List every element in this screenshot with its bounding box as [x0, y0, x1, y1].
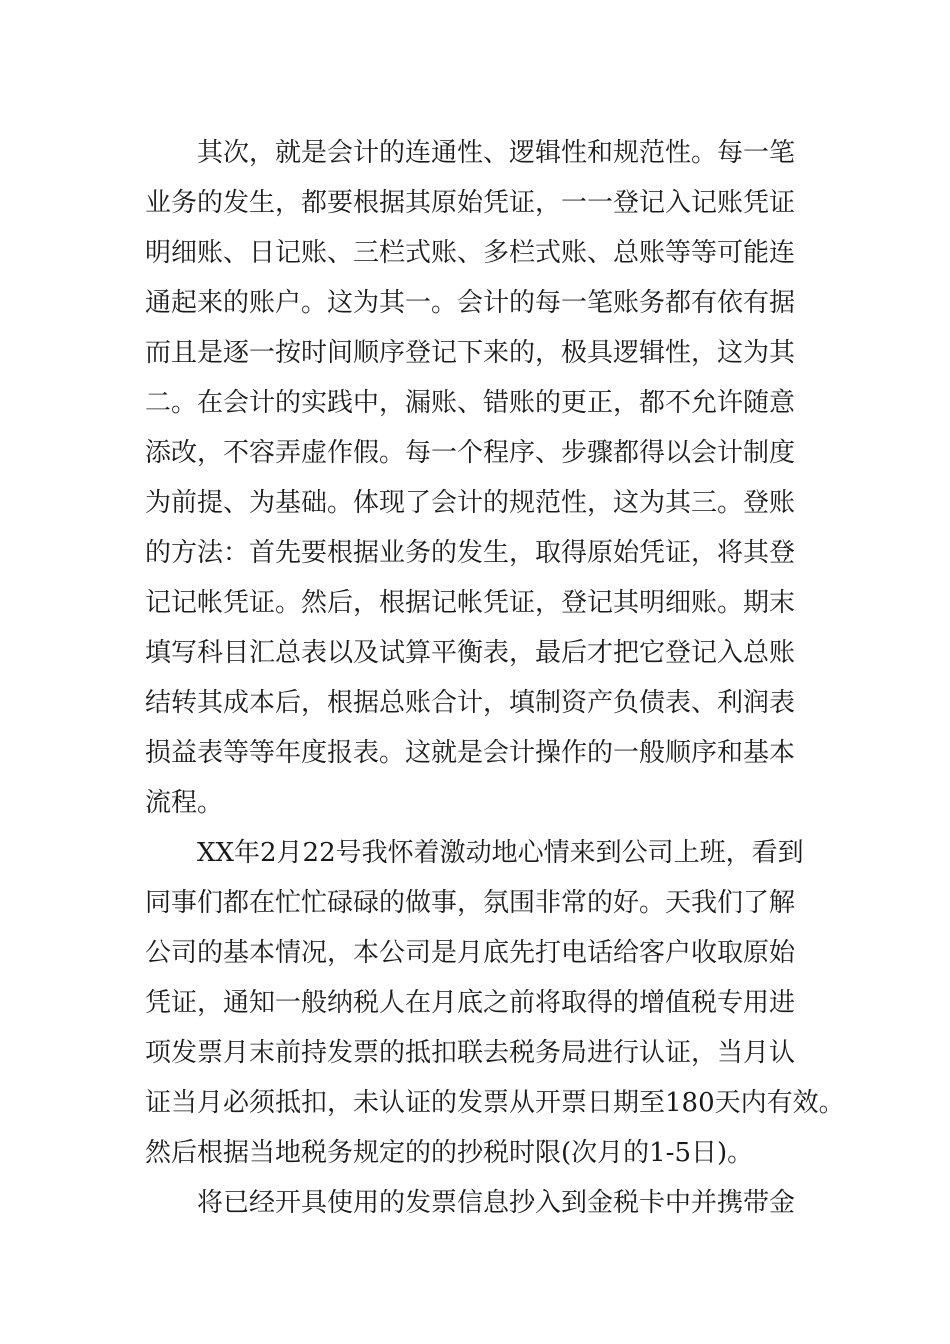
- text-line: 同事们都在忙忙碌碌的做事，氛围非常的好。天我们了解: [145, 888, 796, 918]
- text-line: 其次，就是会计的连通性、逻辑性和规范性。每一笔: [197, 138, 796, 168]
- paragraph-1: [145, 128, 815, 828]
- text-line: 的方法：首先要根据业务的发生，取得原始凭证，将其登: [145, 538, 796, 568]
- text-line: 项发票月末前持发票的抵扣联去税务局进行认证，当月认: [145, 1038, 796, 1068]
- text-line: 而且是逐一按时间顺序登记下来的，极具逻辑性，这为其: [145, 338, 796, 368]
- body-text: [145, 128, 845, 1228]
- text-line: 二。在会计的实践中，漏账、错账的更正，都不允许随意: [145, 388, 796, 418]
- text-line: 明细账、日记账、三栏式账、多栏式账、总账等等可能连: [145, 238, 796, 268]
- text-line: 通起来的账户。这为其一。会计的每一笔账务都有依有据: [145, 288, 796, 318]
- text-line: 记记帐凭证。然后，根据记帐凭证，登记其明细账。期末: [145, 588, 796, 618]
- text-line: 流程。: [145, 788, 224, 818]
- text-line: 添改，不容弄虚作假。每一个程序、步骤都得以会计制度: [145, 438, 796, 468]
- text-line: 为前提、为基础。体现了会计的规范性，这为其三。登账: [145, 488, 796, 518]
- text-line: 将已经开具使用的发票信息抄入到金税卡中并携带金: [197, 1188, 796, 1218]
- paragraph-2: [145, 828, 845, 1178]
- text-line: 结转其成本后，根据总账合计，填制资产负债表、利润表: [145, 688, 796, 718]
- text-line: 公司的基本情况，本公司是月底先打电话给客户收取原始: [145, 938, 796, 968]
- text-line: 然后根据当地税务规定的的抄税时限(次月的1-5日)。: [145, 1138, 754, 1168]
- text-line: 证当月必须抵扣，未认证的发票从开票日期至180天内有效。: [145, 1088, 845, 1118]
- text-line: 业务的发生，都要根据其原始凭证，一一登记入记账凭证: [145, 188, 796, 218]
- paragraph-3: [145, 1178, 815, 1228]
- text-line: XX年2月22号我怀着激动地心情来到公司上班，看到: [197, 838, 804, 868]
- text-line: 凭证，通知一般纳税人在月底之前将取得的增值税专用进: [145, 988, 796, 1018]
- text-line: 损益表等等年度报表。这就是会计操作的一般顺序和基本: [145, 738, 796, 768]
- text-line: 填写科目汇总表以及试算平衡表，最后才把它登记入总账: [145, 638, 796, 668]
